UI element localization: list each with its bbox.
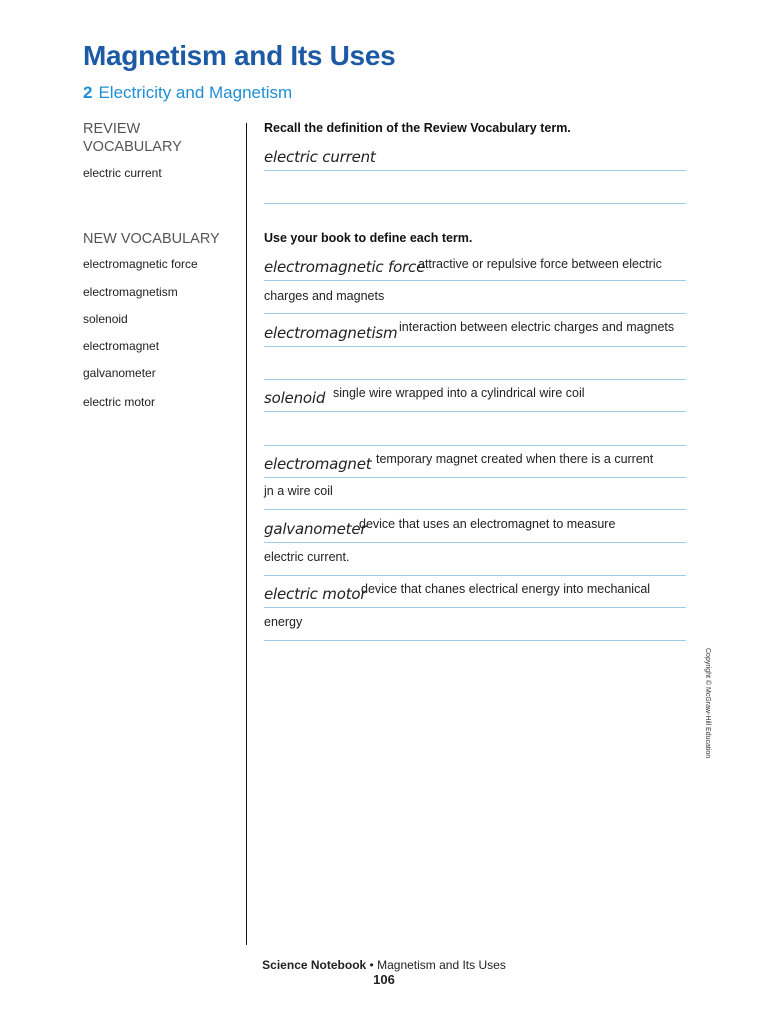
definition-text: device that chanes electrical energy into mechanical [361, 582, 651, 596]
answer-line [264, 203, 686, 204]
definition-term: galvanometer [264, 520, 367, 538]
vocab-term: electromagnetism [83, 285, 178, 299]
page-title: Magnetism and Its Uses [83, 40, 396, 71]
answer-line [264, 607, 686, 608]
review-vocabulary-heading [83, 120, 182, 156]
vocab-term: electromagnet [83, 339, 160, 353]
answer-line [264, 445, 686, 446]
lesson-title: Electricity and Magnetism [98, 83, 293, 102]
answer-line [264, 640, 686, 641]
new-vocabulary-instruction: Use your book to define each term. [264, 231, 473, 245]
page-number: 106 [373, 972, 395, 987]
definition-term: electric motor [264, 585, 367, 603]
answer-line [264, 575, 686, 576]
footer [0, 958, 768, 972]
answer-line [264, 313, 686, 314]
definition-text: attractive or repulsive force between electric [418, 257, 662, 271]
copyright-notice [697, 648, 717, 773]
definition-term: electromagnet [264, 455, 372, 473]
footer-separator: • [369, 958, 374, 972]
definition-term: solenoid [264, 389, 326, 407]
vocab-term: electric motor [83, 395, 156, 409]
review-answer: electric current [264, 148, 376, 166]
review-heading-line2: VOCABULARY [83, 139, 182, 155]
answer-line [264, 542, 686, 543]
answer-line [264, 379, 686, 380]
definition-text-continued: charges and magnets [264, 289, 385, 303]
review-term: electric current [83, 166, 162, 180]
definition-text: temporary magnet created when there is a current [376, 452, 654, 466]
new-vocabulary-heading: NEW VOCABULARY [83, 231, 220, 247]
review-heading-line1: REVIEW [83, 121, 141, 137]
answer-line [264, 170, 686, 171]
vocab-term: solenoid [83, 312, 128, 326]
lesson-number: 2 [83, 83, 93, 102]
lesson-heading [83, 83, 292, 103]
definition-text-continued: energy [264, 615, 303, 629]
answer-line [264, 411, 686, 412]
answer-line [264, 477, 686, 478]
footer-book: Science Notebook [262, 958, 367, 972]
definition-text-continued: jn a wire coil [264, 484, 333, 498]
copyright-text: Copyright © McGraw-Hill Education [704, 648, 711, 759]
answer-line [264, 509, 686, 510]
definition-text: interaction between electric charges and magnets [399, 320, 675, 334]
answer-line [264, 346, 686, 347]
definition-text-continued: electric current. [264, 550, 350, 564]
review-instruction: Recall the definition of the Review Vocabulary term. [264, 121, 571, 135]
vocab-term: electromagnetic force [83, 257, 198, 271]
footer-chapter: Magnetism and Its Uses [377, 958, 506, 972]
definition-term: electromagnetic force [264, 258, 426, 276]
definition-text: single wire wrapped into a cylindrical wire coil [333, 386, 585, 400]
vocab-term: galvanometer [83, 366, 156, 380]
answer-line [264, 280, 686, 281]
definition-text: device that uses an electromagnet to measure [359, 517, 616, 531]
column-divider [246, 123, 247, 945]
definition-term: electromagnetism [264, 324, 398, 342]
